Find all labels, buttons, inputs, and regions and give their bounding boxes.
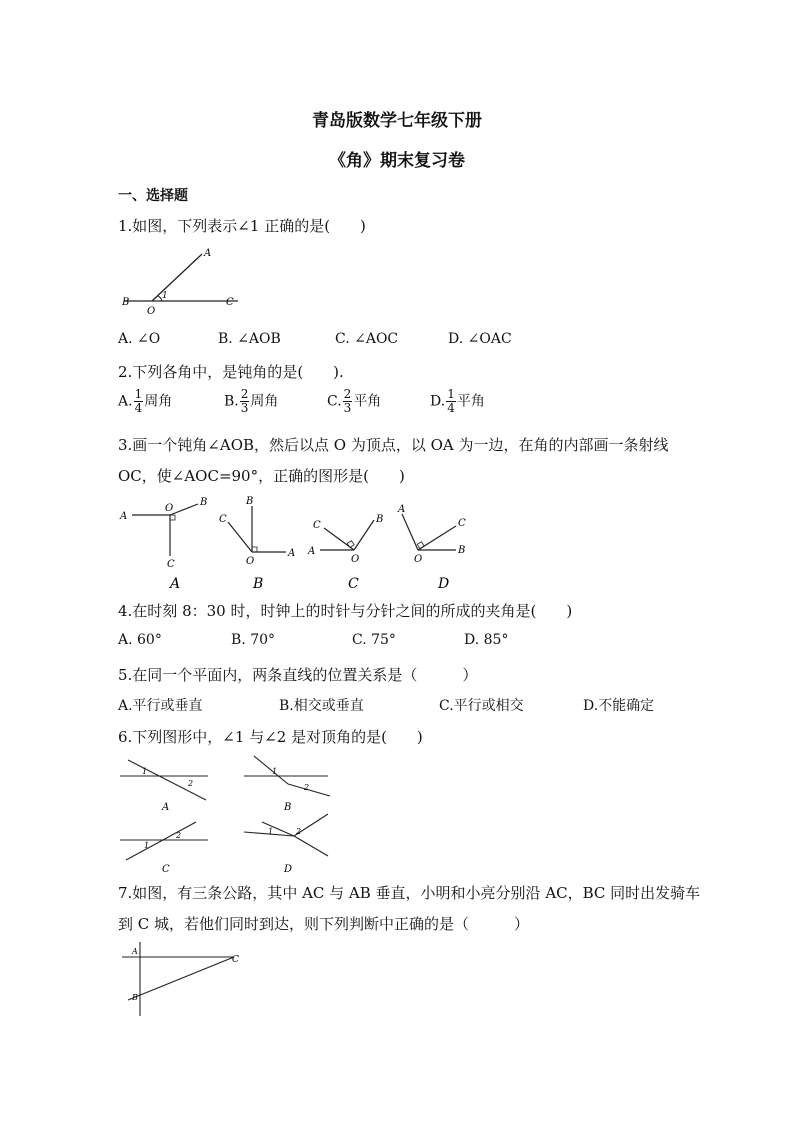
- q5-option-b: B.相交或垂直: [279, 698, 364, 714]
- q1-option-b: B. ∠AOB: [218, 331, 281, 347]
- svg-text:2: 2: [304, 783, 310, 792]
- q1-option-d: D. ∠OAC: [448, 331, 512, 347]
- q6-figure-d: [244, 814, 328, 874]
- q3-caption-c: C: [348, 576, 359, 590]
- q3-figure-a: [119, 497, 207, 590]
- q3-figure-d: [397, 504, 466, 590]
- q5-option-a: A.平行或垂直: [118, 698, 203, 714]
- svg-text:A: A: [288, 548, 296, 559]
- svg-text:A: A: [308, 546, 316, 557]
- svg-text:1: 1: [144, 841, 150, 850]
- q7-figure: [118, 940, 243, 1020]
- svg-text:1: 1: [268, 827, 274, 836]
- question-1: 1.如图，下列表示∠1 正确的是( ): [118, 217, 366, 235]
- svg-text:O: O: [246, 556, 255, 567]
- question-3-line-1: 3.画一个钝角∠AOB，然后以点 O 为顶点，以 OA 为一边，在角的内部画一条射线: [118, 436, 669, 454]
- q1-option-c: C. ∠AOC: [335, 331, 399, 347]
- question-7-line-2: 到 C 城，若他们同时到达，则下列判断中正确的是（ ）: [118, 915, 530, 933]
- svg-text:C: C: [313, 520, 321, 531]
- q2-option-b: B. $\frac{2}{3}$ 周角: [224, 387, 279, 415]
- q6-caption-b: B: [284, 802, 292, 813]
- svg-text:2: 2: [296, 827, 302, 836]
- question-6: 6.下列图形中，∠1 与∠2 是对顶角的是( ): [118, 728, 423, 746]
- q1-figure: [118, 246, 243, 318]
- q1-option-a: A. ∠O: [118, 331, 161, 347]
- q5-option-d: D.不能确定: [583, 698, 655, 714]
- q1-label-b: B: [122, 297, 130, 308]
- svg-text:C: C: [458, 518, 466, 529]
- question-2: 2.下列各角中，是钝角的是( ).: [118, 363, 344, 381]
- q1-label-a: A: [204, 248, 212, 259]
- svg-text:B: B: [458, 545, 466, 556]
- svg-text:1: 1: [142, 767, 148, 776]
- q7-label-c: C: [232, 955, 239, 965]
- svg-text:B: B: [200, 497, 208, 508]
- question-4: 4.在时刻 8：30 时，时钟上的时针与分针之间的所成的夹角是( ): [118, 602, 573, 620]
- q4-option-a: A. 60°: [118, 632, 162, 648]
- q6-figure-a: [120, 760, 208, 813]
- q6-figure-c: [120, 822, 208, 874]
- svg-text:B: B: [246, 496, 254, 507]
- q7-label-a: A: [132, 947, 138, 956]
- q7-label-b: B: [132, 993, 138, 1002]
- q6-caption-a: A: [162, 802, 170, 813]
- q5-option-c: C.平行或相交: [439, 698, 524, 714]
- svg-text:C: C: [219, 514, 227, 525]
- q1-label-1: 1: [162, 291, 168, 301]
- svg-text:O: O: [414, 554, 423, 565]
- q6-figures: [118, 752, 338, 874]
- q3-figure-b: [219, 496, 295, 590]
- q1-label-c: C: [226, 297, 234, 308]
- q3-caption-a: A: [170, 576, 181, 590]
- q3-caption-d: D: [438, 576, 450, 590]
- svg-text:C: C: [167, 559, 175, 570]
- section-heading: 一、选择题: [118, 188, 188, 204]
- q6-caption-d: D: [284, 864, 293, 874]
- q2-option-a: A. $\frac{1}{4}$ 周角: [118, 387, 173, 415]
- q2-option-d: D. $\frac{1}{4}$ 平角: [430, 387, 485, 415]
- q4-option-b: B. 70°: [231, 632, 276, 648]
- document-title: 青岛版数学七年级下册: [312, 111, 482, 131]
- svg-text:A: A: [120, 511, 128, 522]
- svg-text:B: B: [376, 514, 384, 525]
- svg-text:O: O: [165, 503, 174, 514]
- q2-option-c: C. $\frac{2}{3}$ 平角: [327, 387, 382, 415]
- q6-caption-c: C: [162, 864, 170, 874]
- q3-figures: [118, 492, 478, 590]
- q4-option-d: D. 85°: [464, 632, 509, 648]
- document-subtitle: 《角》期末复习卷: [329, 151, 465, 171]
- svg-text:A: A: [398, 504, 406, 515]
- q4-option-c: C. 75°: [352, 632, 396, 648]
- svg-text:O: O: [351, 554, 360, 565]
- question-7-line-1: 7.如图，有三条公路，其中 AC 与 AB 垂直，小明和小亮分别沿 AC，BC 同时出发骑车: [118, 884, 701, 902]
- question-3-line-2: OC，使∠AOC=90°，正确的图形是( ): [118, 467, 405, 485]
- question-5: 5.在同一个平面内，两条直线的位置关系是（ ）: [118, 666, 478, 684]
- q3-figure-c: [307, 514, 383, 590]
- svg-text:2: 2: [176, 831, 182, 840]
- svg-text:2: 2: [188, 779, 194, 788]
- svg-text:1: 1: [272, 767, 278, 776]
- q1-label-o: O: [147, 306, 156, 317]
- q6-figure-b: [244, 756, 330, 813]
- q3-caption-b: B: [253, 576, 264, 590]
